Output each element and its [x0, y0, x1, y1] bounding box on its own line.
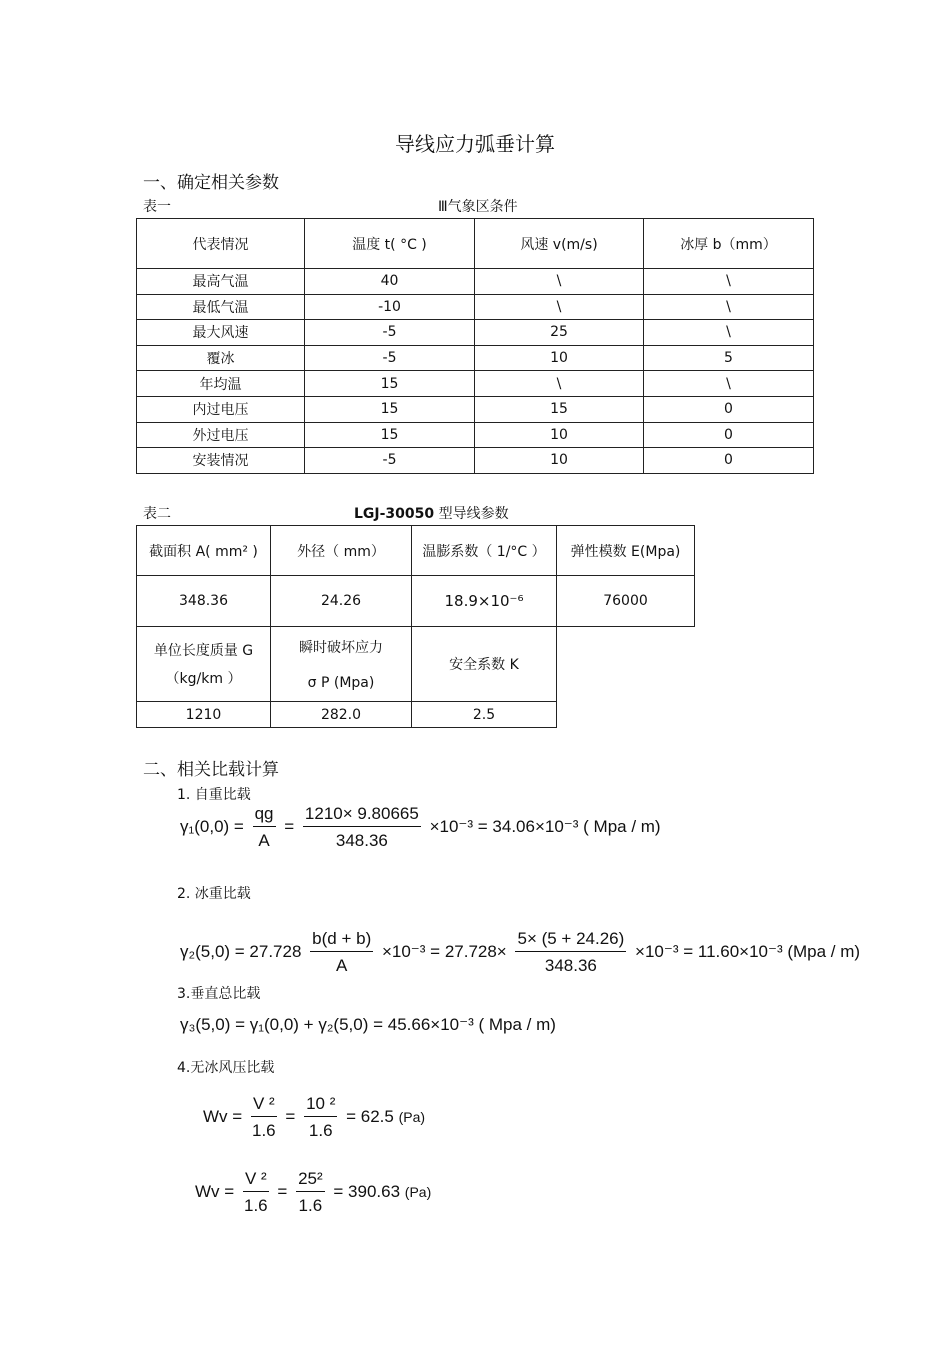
formula4a-rhs: = 62.5 [346, 1106, 394, 1126]
formula1-lhs: γ₁(0,0) = [180, 816, 244, 836]
value-expansion-coef: 18.9×10⁻⁶ [412, 576, 557, 627]
formula4a-den2: 1.6 [308, 1121, 333, 1140]
formula4a-eq: = [285, 1106, 296, 1126]
table1-caption: Ⅲ气象区条件 [438, 199, 518, 215]
table2-caption-model: LGJ-30050 [354, 506, 435, 522]
formula4b-num1: V ² [243, 1169, 269, 1192]
value-diameter: 24.26 [271, 576, 412, 627]
conductor-params-table [136, 525, 695, 728]
table-row [137, 269, 814, 295]
table1-cell: 安装情况 [137, 448, 305, 474]
table1-cell: 0 [644, 448, 814, 474]
table1-label: 表一 [143, 199, 171, 215]
formula4a-lhs: Wv = [203, 1106, 243, 1126]
header-breaking-stress-line1: 瞬时破坏应力 [299, 640, 383, 656]
formula1-den1: A [258, 831, 270, 850]
empty-cell [557, 702, 695, 728]
fraction [310, 929, 373, 976]
table1-cell: 15 [305, 396, 475, 422]
table1-cell: \ [644, 269, 814, 295]
formula4a-num1: V ² [251, 1094, 277, 1117]
formula4b-den1: 1.6 [243, 1196, 268, 1215]
formula1-rhs: ×10⁻³ = 34.06×10⁻³ ( Mpa / m) [429, 816, 661, 836]
table1-cell: -10 [305, 294, 475, 320]
table1-header-3: 冰厚 b（mm） [644, 219, 814, 269]
table2-label: 表二 [143, 506, 171, 522]
table1-cell: 10 [475, 448, 644, 474]
table1-cell: 40 [305, 269, 475, 295]
table1-cell: 25 [475, 320, 644, 346]
formula4b-unit: (Pa) [404, 1183, 432, 1200]
table1-cell: 内过电压 [137, 396, 305, 422]
formula1-num2: 1210× 9.80665 [303, 804, 421, 827]
section-heading-1: 一、确定相关参数 [143, 173, 279, 193]
formula-wind-pressure-2 [195, 1169, 431, 1216]
formula4a-den1: 1.6 [251, 1121, 276, 1140]
table1-cell: 15 [305, 422, 475, 448]
table1-cell: 10 [475, 422, 644, 448]
table1-cell: -5 [305, 345, 475, 371]
table1-cell: 年均温 [137, 371, 305, 397]
header-diameter: 外径（ mm） [271, 526, 412, 576]
table-row [137, 371, 814, 397]
page-title: 导线应力弧垂计算 [395, 132, 555, 156]
formula4b-rhs: = 390.63 [333, 1181, 401, 1201]
header-unit-mass-line1: 单位长度质量 G [153, 643, 254, 659]
header-unit-mass [137, 627, 271, 702]
table1-cell: 10 [475, 345, 644, 371]
item3-label: 3.垂直总比载 [177, 986, 261, 1002]
table1-header-0: 代表情况 [137, 219, 305, 269]
formula2-rhs: ×10⁻³ = 11.60×10⁻³ (Mpa / m) [635, 941, 861, 961]
table-row [137, 294, 814, 320]
formula2-den1: A [336, 956, 348, 975]
table-row [137, 345, 814, 371]
table-row [137, 448, 814, 474]
formula4a-num2: 10 ² [304, 1094, 337, 1117]
fraction [304, 1094, 337, 1141]
table1-cell: 最大风速 [137, 320, 305, 346]
formula1-eq: = [284, 816, 295, 836]
table1-cell: 最高气温 [137, 269, 305, 295]
value-breaking-stress: 282.0 [271, 702, 412, 728]
formula4b-eq: = [277, 1181, 288, 1201]
fraction [243, 1169, 269, 1216]
fraction [251, 1094, 277, 1141]
formula1-den2: 348.36 [335, 831, 388, 850]
table-row [137, 396, 814, 422]
value-area: 348.36 [137, 576, 271, 627]
table1-header-1: 温度 t( °C ) [305, 219, 475, 269]
formula-wind-pressure-1 [203, 1094, 425, 1141]
fraction [303, 804, 421, 851]
table1-cell: 0 [644, 396, 814, 422]
formula4b-num2: 25² [296, 1169, 325, 1192]
formula2-num1: b(d + b) [310, 929, 373, 952]
value-elastic-modulus: 76000 [557, 576, 695, 627]
fraction [515, 929, 626, 976]
table1-cell: 外过电压 [137, 422, 305, 448]
header-unit-mass-line2: （kg/km ） [165, 671, 242, 687]
weather-conditions-table [136, 218, 814, 474]
value-unit-mass: 1210 [137, 702, 271, 728]
item1-label: 1. 自重比载 [177, 787, 251, 803]
item4-label: 4.无冰风压比载 [177, 1060, 275, 1076]
table2-caption [354, 503, 509, 523]
table1-cell: 15 [305, 371, 475, 397]
value-safety-factor: 2.5 [412, 702, 557, 728]
item2-label: 2. 冰重比载 [177, 886, 251, 902]
table1-cell: \ [644, 371, 814, 397]
formula2-lhs: γ₂(5,0) = 27.728 [180, 941, 302, 961]
table2-caption-rest: 型导线参数 [434, 506, 509, 522]
formula-self-weight [180, 804, 661, 851]
header-elastic-modulus: 弹性模数 E(Mpa) [557, 526, 695, 576]
formula2-den2: 348.36 [544, 956, 597, 975]
empty-cell [557, 627, 695, 702]
table1-cell: \ [475, 269, 644, 295]
table1-cell: 0 [644, 422, 814, 448]
table1-cell: \ [475, 371, 644, 397]
table1-cell: \ [644, 320, 814, 346]
table1-cell: \ [644, 294, 814, 320]
formula-ice-weight [180, 929, 860, 976]
table1-cell: 5 [644, 345, 814, 371]
table1-cell: 15 [475, 396, 644, 422]
formula4a-unit: (Pa) [398, 1108, 426, 1125]
section-heading-2: 二、相关比载计算 [143, 760, 279, 780]
table1-header-2: 风速 v(m/s) [475, 219, 644, 269]
fraction [296, 1169, 325, 1216]
header-area: 截面积 A( mm² ) [137, 526, 271, 576]
header-breaking-stress [271, 627, 412, 702]
table1-cell: \ [475, 294, 644, 320]
table1-cell: -5 [305, 448, 475, 474]
header-expansion-coef: 温膨系数（ 1/°C ） [412, 526, 557, 576]
table-row [137, 422, 814, 448]
formula2-num2: 5× (5 + 24.26) [515, 929, 626, 952]
table1-cell: -5 [305, 320, 475, 346]
formula4b-den2: 1.6 [298, 1196, 323, 1215]
table1-cell: 最低气温 [137, 294, 305, 320]
formula-vertical-total: γ₃(5,0) = γ₁(0,0) + γ₂(5,0) = 45.66×10⁻³ ( Mpa / m) [180, 1015, 556, 1034]
formula2-mid: ×10⁻³ = 27.728× [381, 941, 507, 961]
table1-cell: 覆冰 [137, 345, 305, 371]
fraction [253, 804, 276, 851]
formula1-num1: qg [253, 804, 276, 827]
formula4b-lhs: Wv = [195, 1181, 235, 1201]
header-breaking-stress-line2: σ P (Mpa) [307, 675, 375, 691]
table-row [137, 320, 814, 346]
header-safety-factor: 安全系数 K [412, 627, 557, 702]
